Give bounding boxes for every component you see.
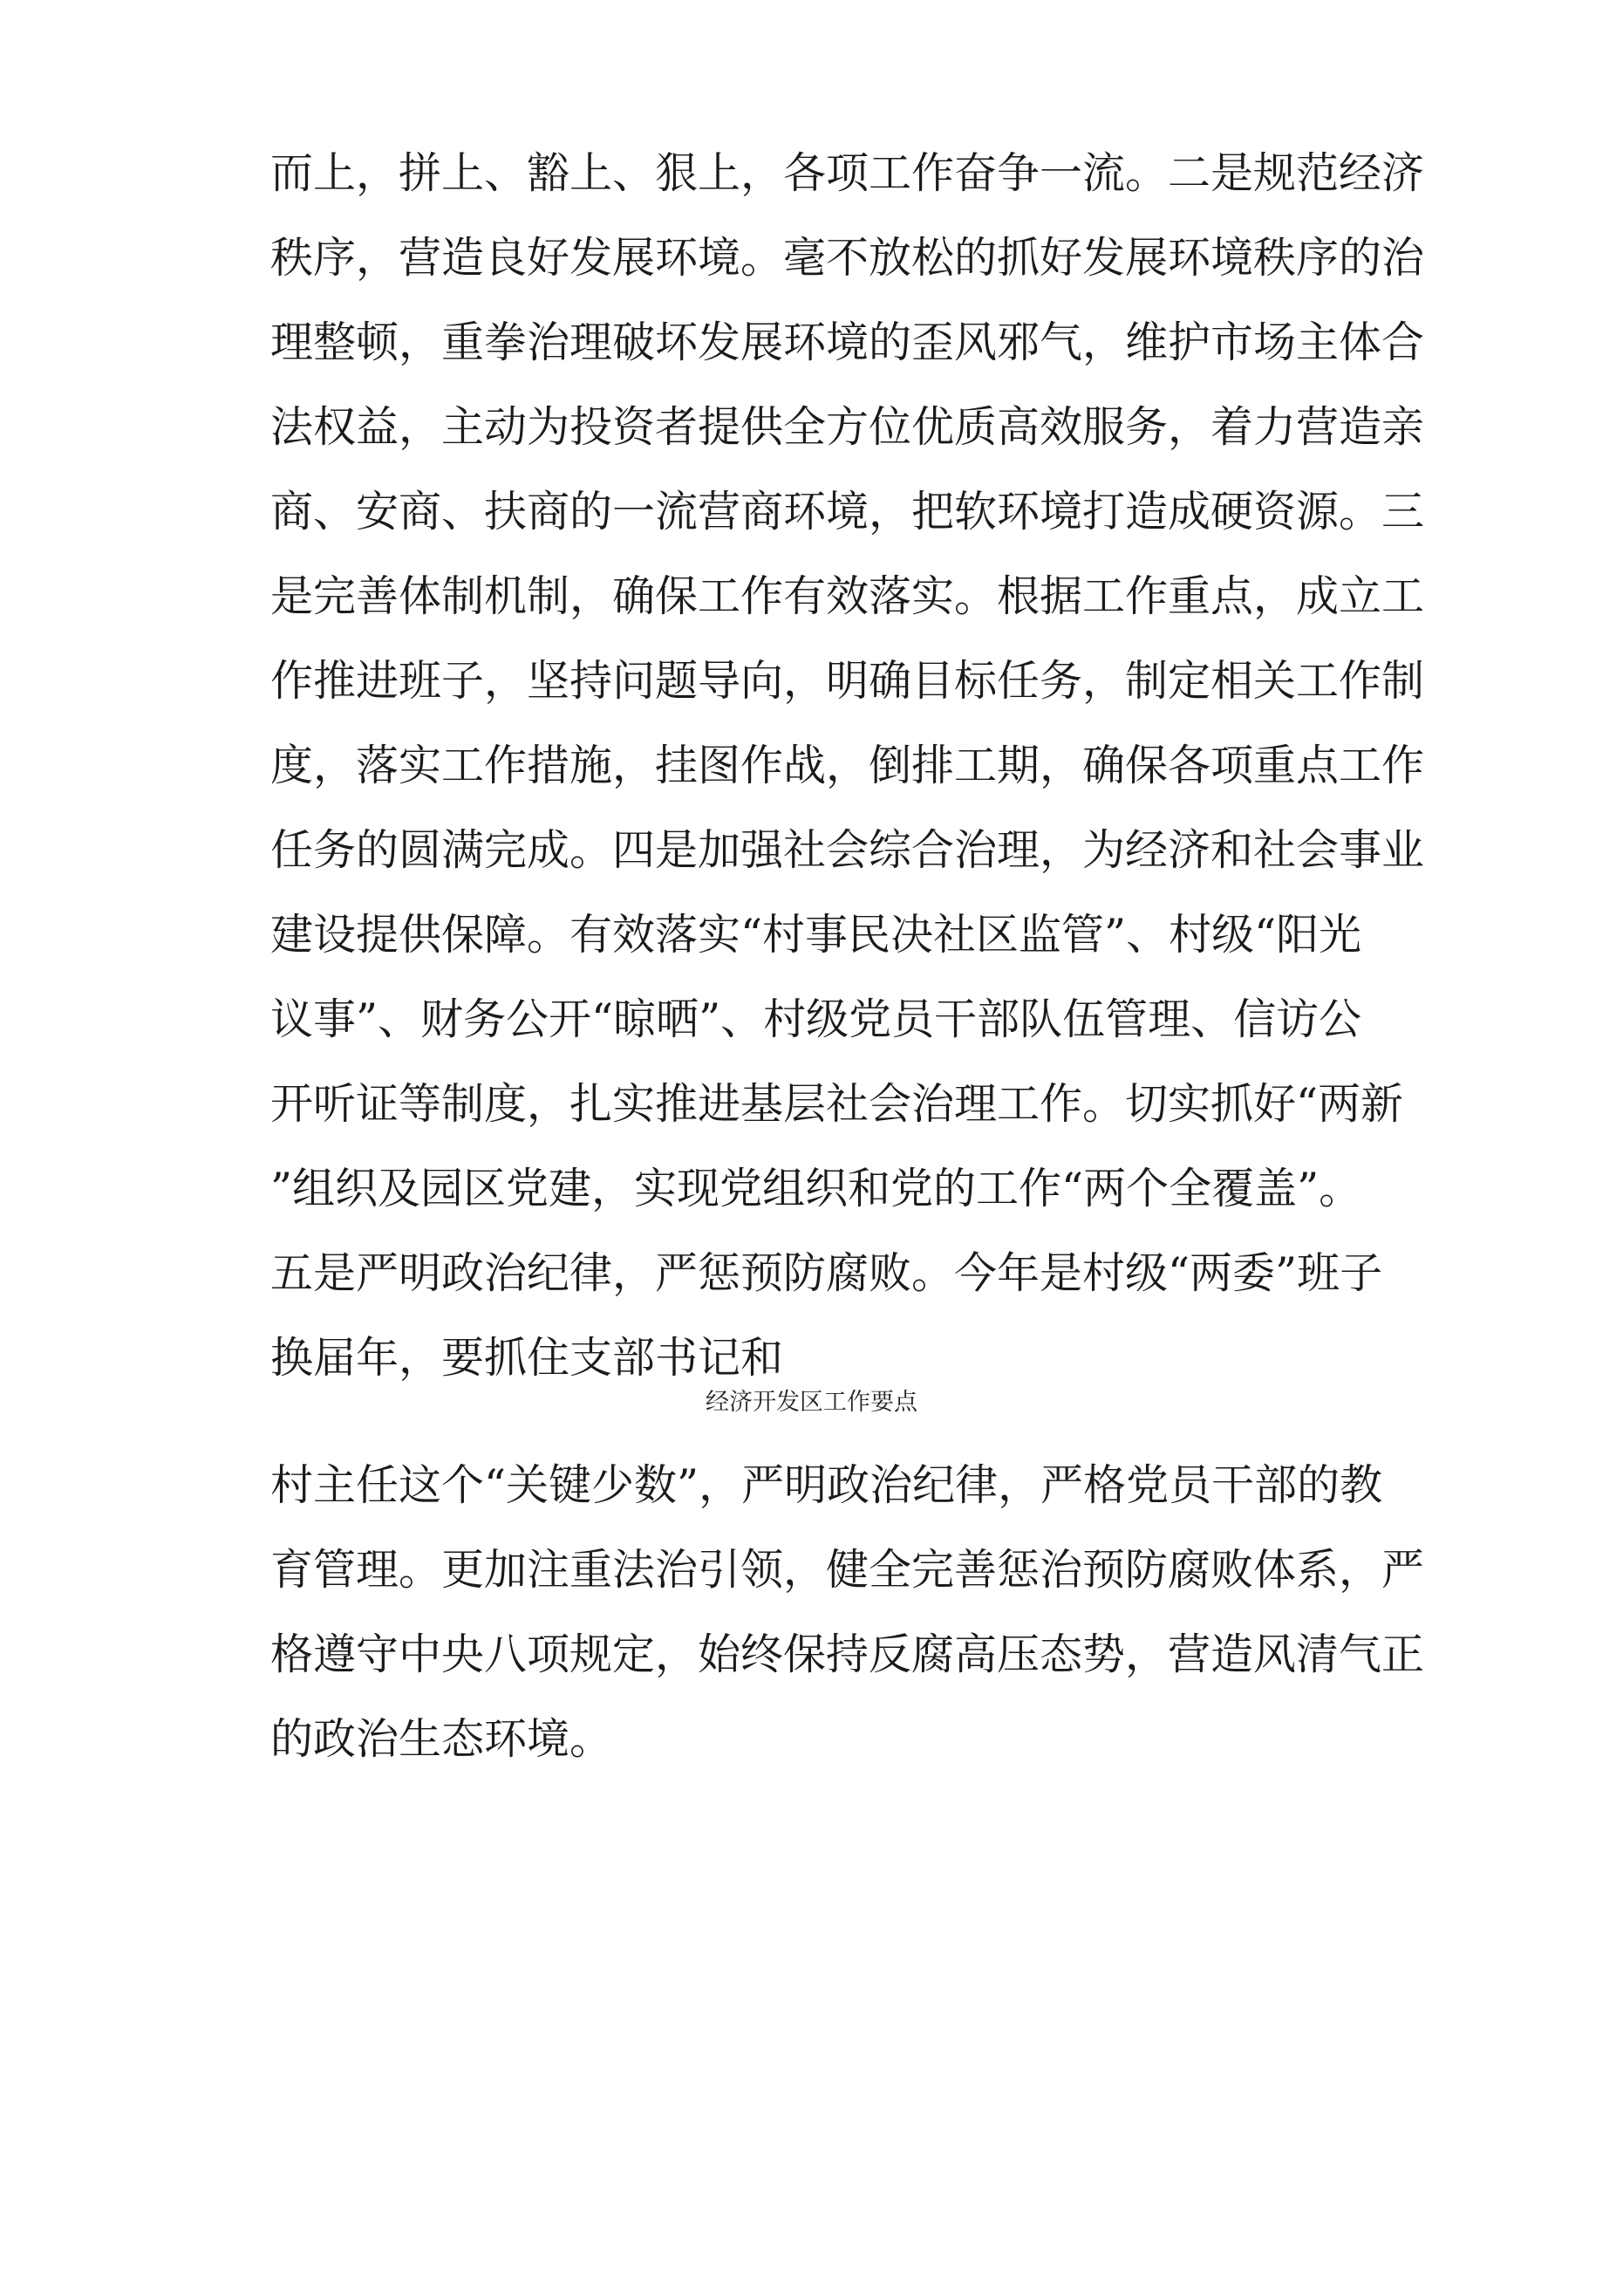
text-line: ”组织及园区党建，实现党组织和党的工作“两个全覆盖”。: [270, 1164, 1362, 1213]
text-line: 育管理。更加注重法治引领，健全完善惩治预防腐败体系，严: [270, 1545, 1425, 1595]
text-line: 格遵守中央八项规定，始终保持反腐高压态势，营造风清气正: [270, 1630, 1425, 1679]
text-line: 的政治生态环境。: [270, 1714, 613, 1764]
running-header: 经济开发区工作要点: [706, 1389, 917, 1416]
text-line: 商、安商、扶商的一流营商环境，把软环境打造成硬资源。三: [270, 487, 1425, 536]
body-text-top: [270, 131, 1425, 1400]
text-line: 秩序，营造良好发展环境。毫不放松的抓好发展环境秩序的治: [270, 233, 1425, 283]
text-line: 是完善体制机制，确保工作有效落实。根据工作重点，成立工: [270, 571, 1425, 621]
text-line: 议事”、财务公开“晾晒”、村级党员干部队伍管理、信访公: [270, 994, 1362, 1044]
text-line: 换届年，要抓住支部书记和: [270, 1333, 784, 1383]
text-line: 任务的圆满完成。四是加强社会综合治理，为经济和社会事业: [270, 825, 1425, 875]
text-line: 而上，拼上、豁上、狠上，各项工作奋争一流。二是规范经济: [270, 148, 1425, 198]
body-text-bottom: [270, 1443, 1425, 1781]
text-line: 理整顿，重拳治理破坏发展环境的歪风邪气，维护市场主体合: [270, 318, 1425, 367]
text-line: 五是严明政治纪律，严惩预防腐败。今年是村级“两委”班子: [270, 1248, 1383, 1298]
text-line: 作推进班子，坚持问题导向，明确目标任务，制定相关工作制: [270, 656, 1425, 706]
text-line: 开听证等制度，扎实推进基层社会治理工作。切实抓好“两新: [270, 1079, 1404, 1129]
text-line: 建设提供保障。有效落实“村事民决社区监管”、村级“阳光: [270, 910, 1362, 960]
text-line: 度，落实工作措施，挂图作战，倒排工期，确保各项重点工作: [270, 741, 1425, 790]
text-line: 法权益，主动为投资者提供全方位优质高效服务，着力营造亲: [270, 402, 1425, 452]
text-line: 村主任这个“关键少数”，严明政治纪律，严格党员干部的教: [270, 1460, 1383, 1510]
